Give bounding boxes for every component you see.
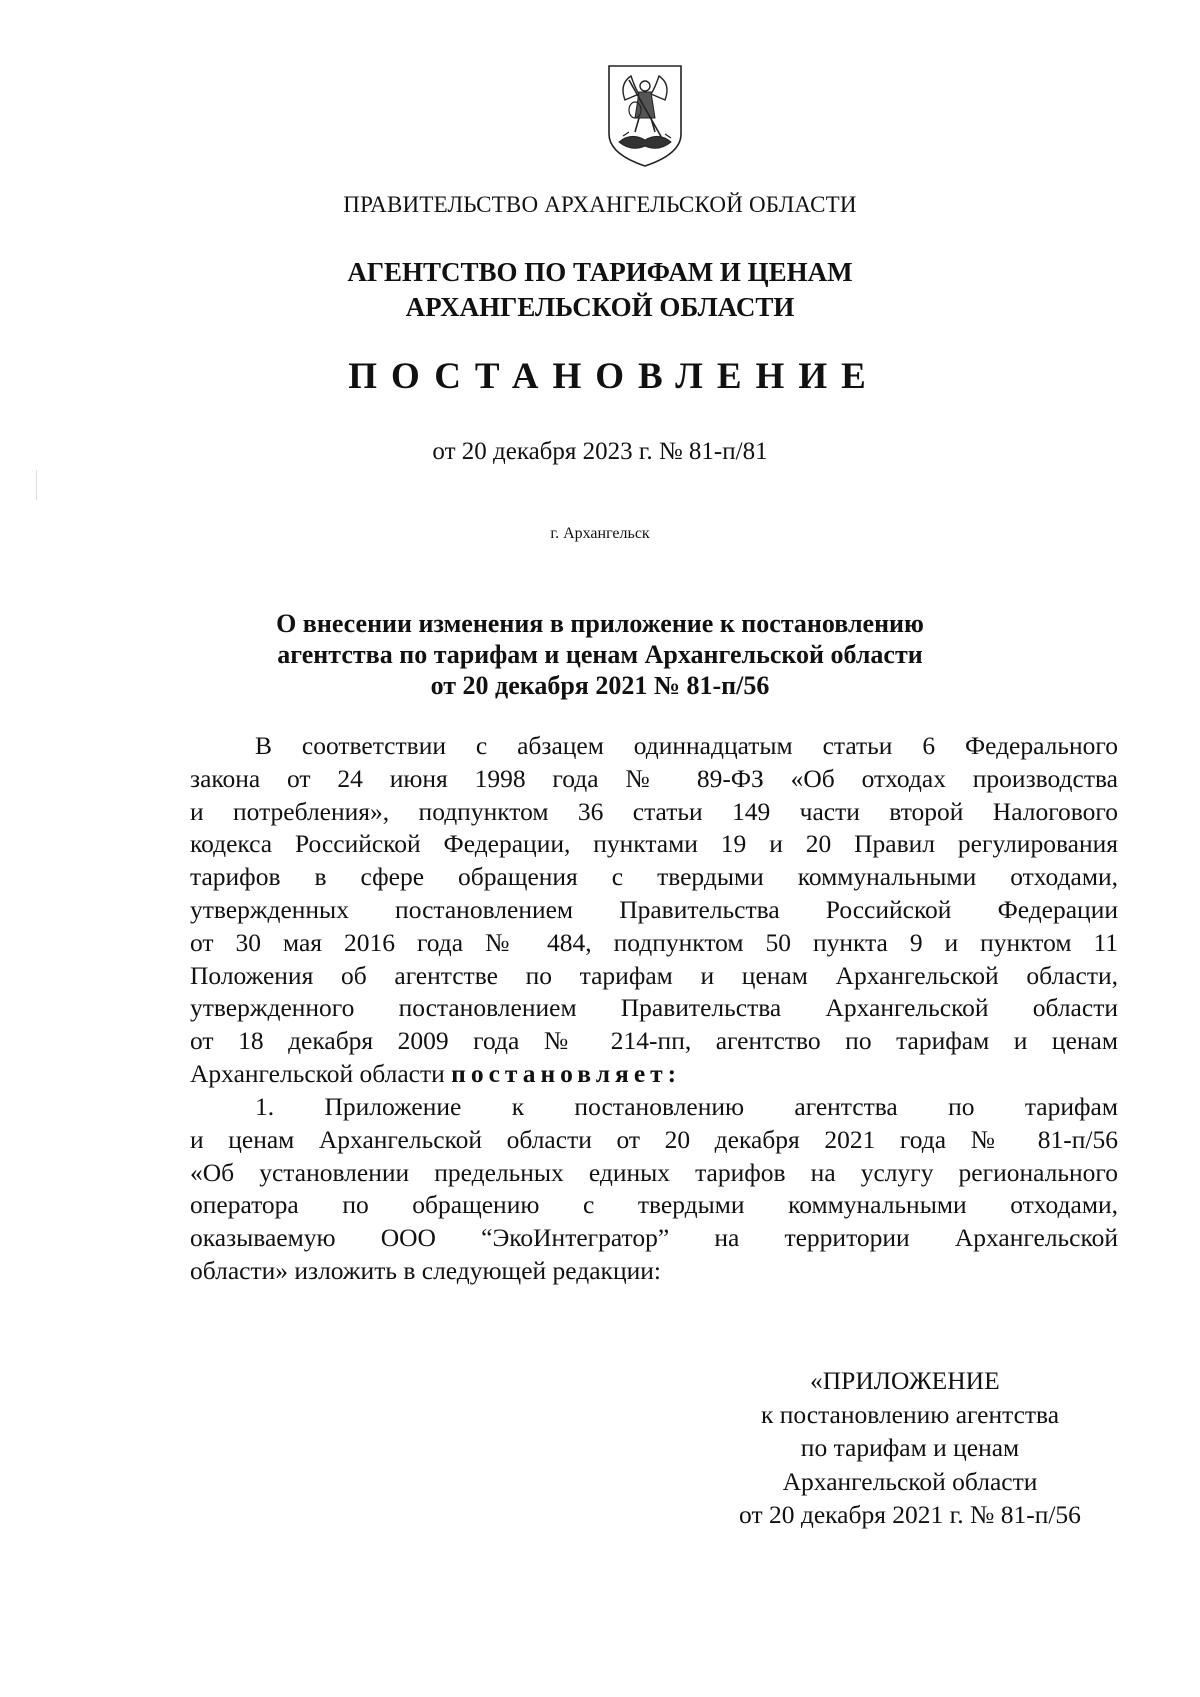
appendix-line: Архангельской области	[782, 1466, 1038, 1496]
paragraph-line: В соответствии с абзацем одиннадцатым статьи 6 Федерального	[255, 731, 1118, 760]
body-paragraph-item-1	[190, 1091, 1118, 1288]
government-name: ПРАВИТЕЛЬСТВО АРХАНГЕЛЬСКОЙ ОБЛАСТИ	[343, 192, 857, 217]
document-city: г. Архангельск	[550, 525, 650, 542]
paragraph-line-prefix: Архангельской области	[190, 1058, 452, 1088]
paragraph-line: «Об установлении предельных единых тарифов на услугу регионального	[190, 1157, 1118, 1187]
appendix-line: по тарифам и ценам	[800, 1433, 1020, 1462]
paragraph-line: и ценам Архангельской области от 20 декабря 2021 года № 81-п/56	[190, 1124, 1118, 1154]
subject-line2: агентства по тарифам и ценам Архангельской области	[277, 640, 923, 669]
appendix-line: к постановлению агентства	[760, 1399, 1060, 1429]
body-paragraph-preamble	[190, 730, 1118, 1091]
paragraph-line: тарифов в сфере обращения с твердыми коммунальными отходами,	[190, 862, 1118, 892]
paragraph-line: 1. Приложение к постановлению агентства по тарифам	[255, 1092, 1118, 1121]
paragraph-line: утвержденного постановлением Правительства Архангельской области	[190, 993, 1118, 1023]
appendix-header	[700, 1364, 1120, 1532]
resolves-keyword: постановляет:	[451, 1058, 682, 1088]
paragraph-line: и потребления», подпунктом 36 статьи 149 части второй Налогового	[190, 796, 1118, 826]
document-subject	[0, 608, 1200, 701]
subject-line1: О внесении изменения в приложение к постановлению	[276, 609, 924, 638]
paragraph-line: утвержденных постановлением Правительства Российской Федерации	[190, 894, 1118, 924]
document-type-title: ПОСТАНОВЛЕНИЕ	[348, 356, 880, 397]
paragraph-line: кодекса Российской Федерации, пунктами 19 и 20 Правил регулирования	[190, 829, 1118, 859]
paragraph-line: от 30 мая 2016 года № 484, подпунктом 50 пункта 9 и пунктом 11	[190, 927, 1118, 957]
appendix-line: от 20 декабря 2021 г. № 81-п/56	[739, 1500, 1081, 1529]
agency-name-line1: АГЕНТСТВО ПО ТАРИФАМ И ЦЕНАМ	[347, 257, 853, 287]
scan-margin-mark	[36, 470, 37, 500]
paragraph-line: от 18 декабря 2009 года № 214-пп, агентство по тарифам и ценам	[190, 1026, 1118, 1056]
appendix-title: «ПРИЛОЖЕНИЕ	[810, 1366, 1000, 1395]
paragraph-line: области» изложить в следующей редакции:	[190, 1255, 661, 1285]
paragraph-line: Положения об агентстве по тарифам и ценам Архангельской области,	[190, 960, 1118, 990]
paragraph-line: оператора по обращению с твердыми коммунальными отходами,	[190, 1190, 1118, 1220]
paragraph-line: оказываемую ООО “ЭкоИнтегратор” на территории Архангельской	[190, 1223, 1118, 1253]
subject-line3: от 20 декабря 2021 № 81-п/56	[430, 671, 770, 700]
paragraph-line-last	[190, 1058, 1118, 1091]
agency-name-line2: АРХАНГЕЛЬСКОЙ ОБЛАСТИ	[405, 292, 795, 322]
agency-name	[0, 255, 1200, 325]
arkhangelsk-coat-of-arms-icon	[605, 62, 685, 170]
document-date-number: от 20 декабря 2023 г. № 81-п/81	[432, 438, 768, 465]
paragraph-line: закона от 24 июня 1998 года № 89-ФЗ «Об отходах производства	[190, 763, 1118, 793]
